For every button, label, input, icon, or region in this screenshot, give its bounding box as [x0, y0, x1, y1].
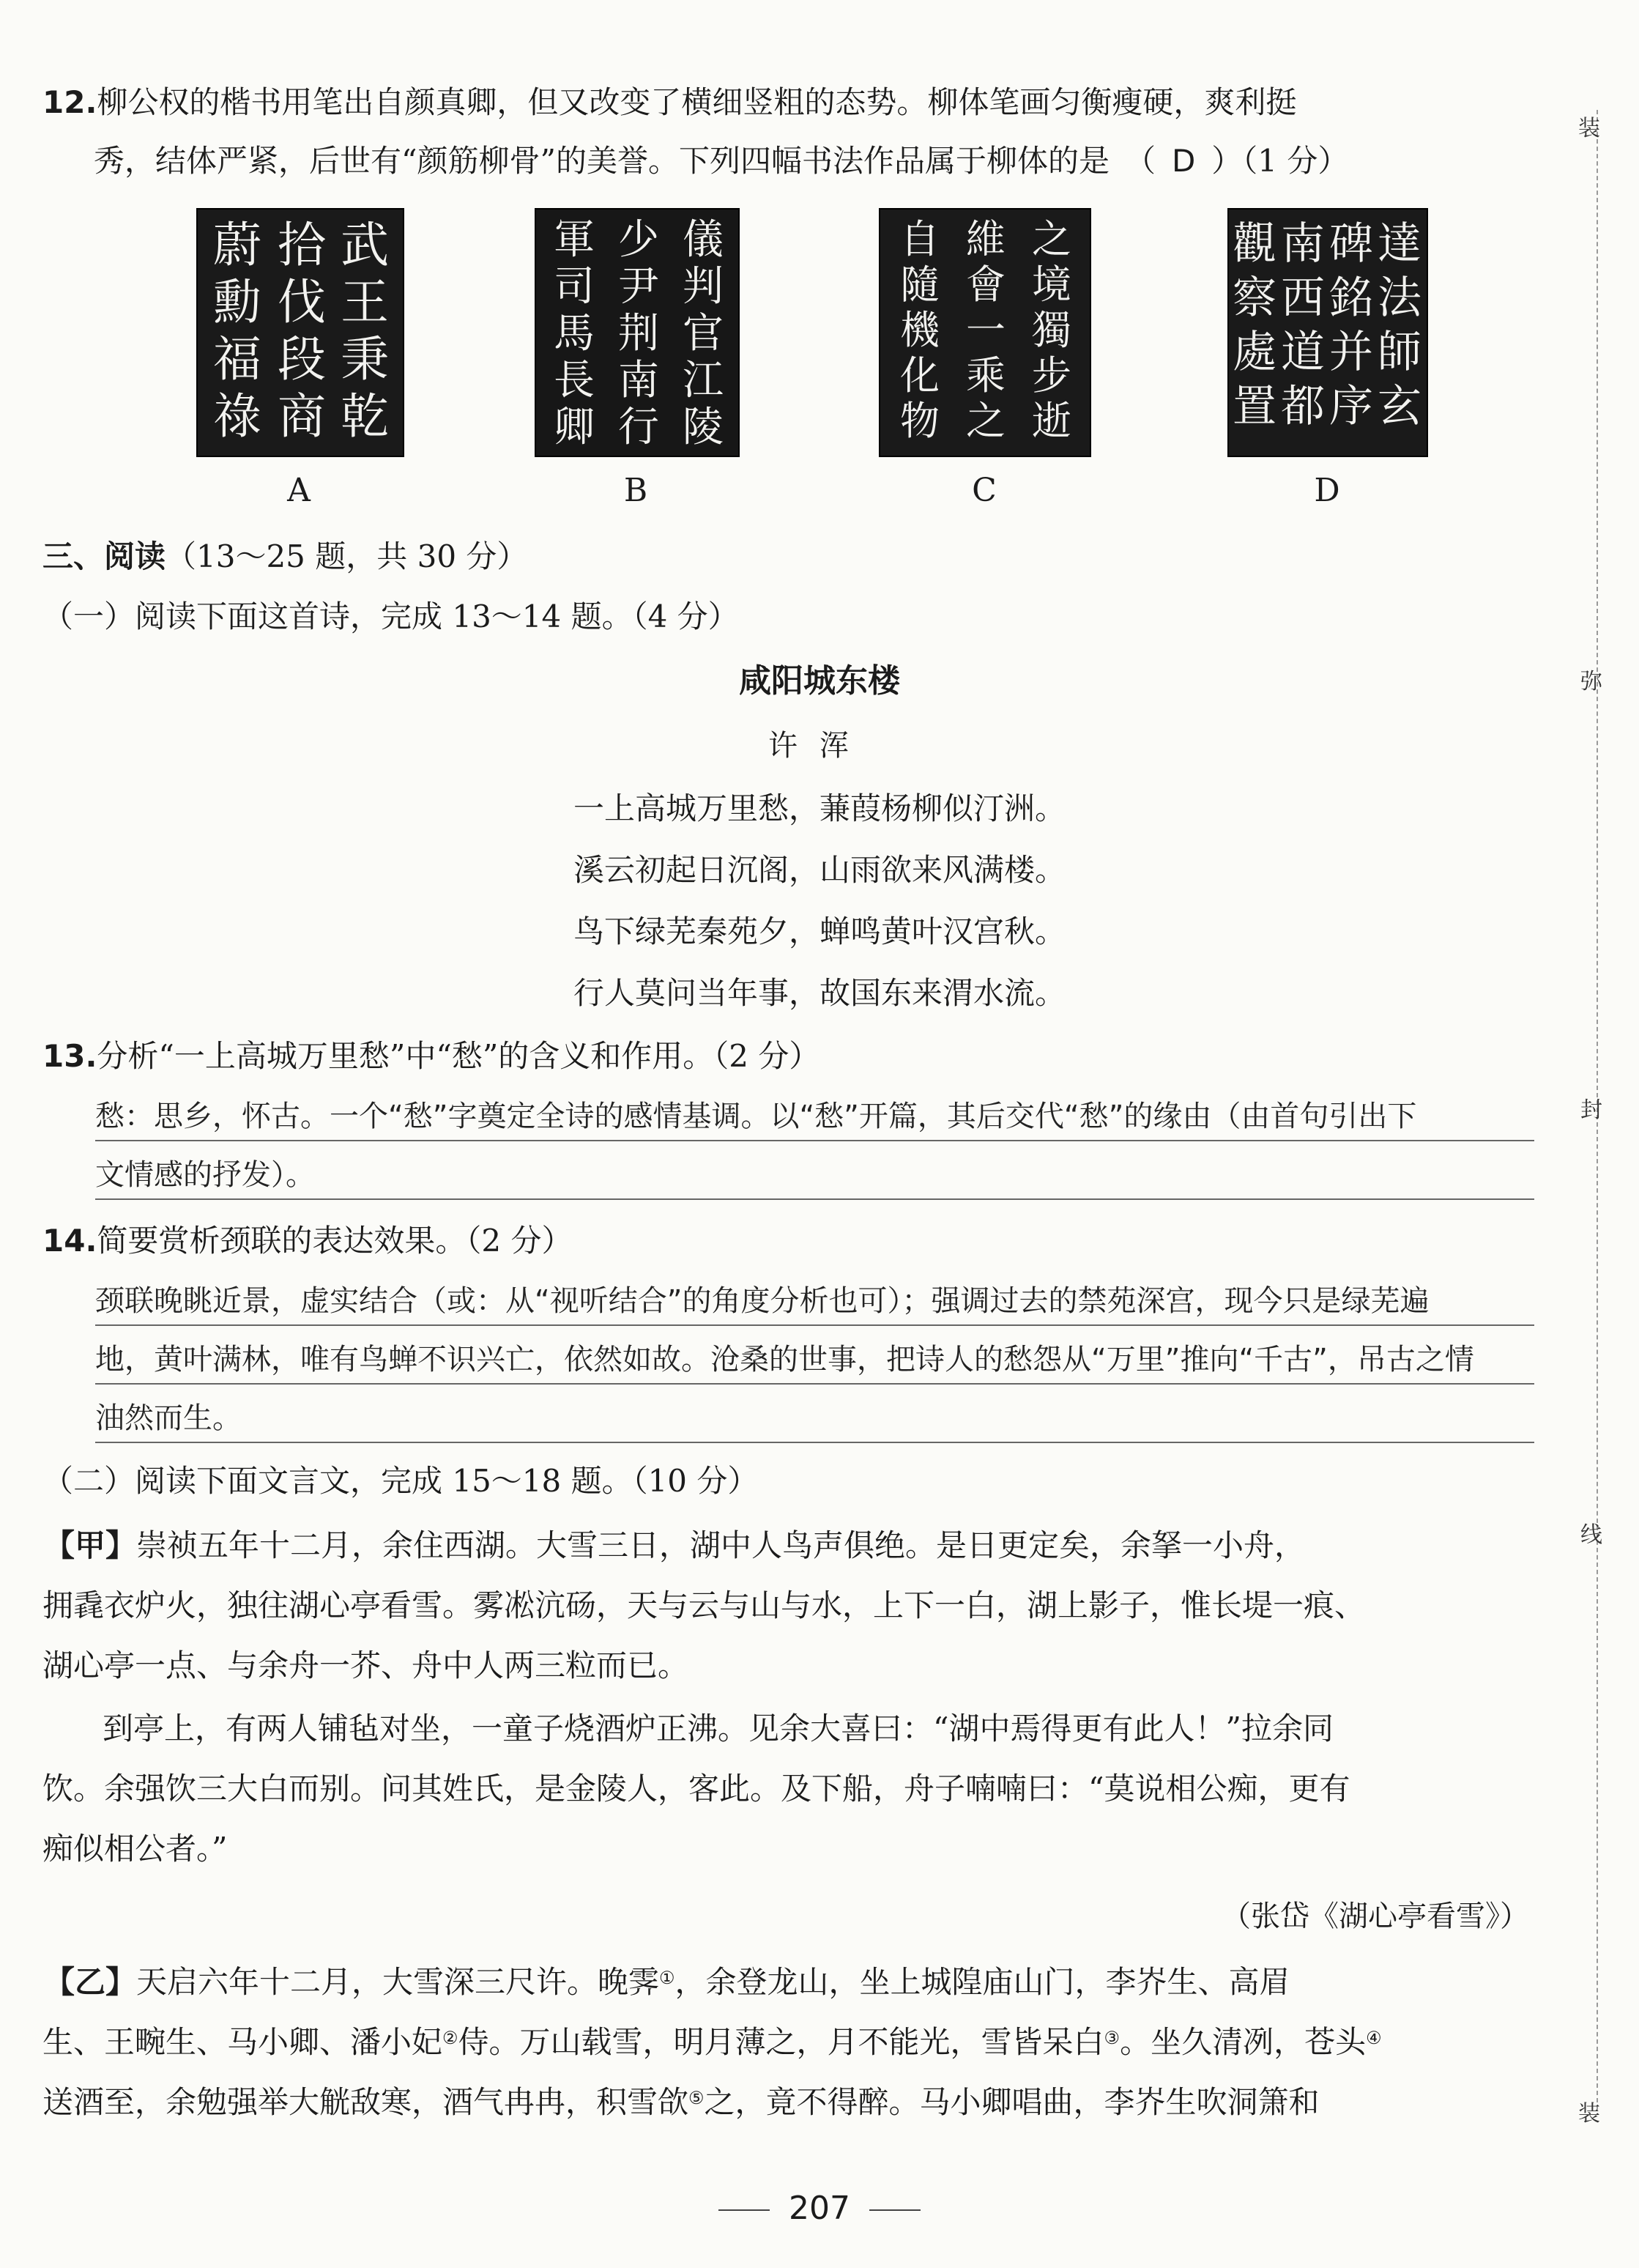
q12-text-1: 柳公权的楷书用笔出自颜真卿，但又改变了横细竖粗的态势。柳体笔画匀衡瘦硬，爽利挺	[97, 84, 1297, 120]
note-marker-4: ④	[1366, 2028, 1382, 2048]
answer-rule	[95, 1324, 1534, 1326]
margin-char-zhuang-bottom: 装	[1578, 2101, 1600, 2127]
page-number-value: 207	[789, 2190, 850, 2227]
option-b-label: B	[623, 472, 648, 509]
q12-line2	[94, 139, 1595, 183]
margin-char-mi: 弥	[1580, 669, 1602, 694]
q12-line1	[42, 81, 1544, 125]
calligraphy-a-col3: 蔚勳福祿	[213, 217, 261, 445]
poem-line-1: 一上高城万里愁，蒹葭杨柳似汀洲。	[573, 790, 1066, 826]
answer-rule	[95, 1442, 1534, 1443]
q12-answer: D	[1171, 143, 1196, 179]
note-marker-2: ②	[442, 2028, 458, 2048]
page-number-dash-right	[869, 2209, 921, 2211]
option-a-label: A	[287, 472, 311, 509]
note-marker-3: ③	[1104, 2028, 1120, 2048]
jia-para2-line-3: 痴似相公者。”	[42, 1831, 228, 1867]
q14-answer-line-1: 颈联晚眺近景，虚实结合（或：从“视听结合”的角度分析也可）；强调过去的禁苑深宫，现今只是绿芜遍	[95, 1284, 1430, 1318]
q13-answer-line-2: 文情感的抒发）。	[95, 1158, 315, 1192]
yi-text-2b: 侍。万山载雪，明月薄之，月不能光，雪皆呆白	[458, 2024, 1104, 2060]
calligraphy-a-col1: 武王秉乾	[341, 217, 389, 445]
calligraphy-b-col3: 軍司馬長卿	[554, 216, 595, 451]
calligraphy-b-col1: 儀判官江陵	[683, 216, 724, 451]
calligraphy-c-col2: 維會一乘之	[966, 216, 1006, 444]
q12-number: 12.	[42, 84, 97, 120]
poem-line-4: 行人莫问当年事，故国东来渭水流。	[573, 975, 1066, 1011]
calligraphy-a-col2: 拾伐段商	[278, 217, 326, 445]
q14-number: 14.	[42, 1223, 97, 1259]
poem-author: 许浑	[768, 729, 871, 763]
calligraphy-d-col1: 達法師玄	[1378, 218, 1421, 432]
poem-title: 咸阳城东楼	[739, 662, 900, 700]
section3-title: 三、阅读	[42, 538, 166, 574]
q13-line	[42, 1034, 1544, 1078]
option-d-label: D	[1314, 472, 1340, 509]
margin-char-zhuang-top: 装	[1578, 116, 1600, 141]
option-c-label: C	[972, 472, 997, 509]
calligraphy-b-col2: 少尹荆南行	[618, 216, 659, 451]
note-marker-5: ⑤	[688, 2088, 705, 2108]
poem-line-3: 鸟下绿芜秦苑夕，蝉鸣黄叶汉宫秋。	[573, 914, 1066, 949]
answer-rule	[95, 1140, 1534, 1141]
yi-text-2a: 生、王畹生、马小卿、潘小妃	[42, 2024, 443, 2060]
margin-char-feng: 封	[1580, 1097, 1602, 1123]
yi-text-3b: 之，竟不得醉。马小卿唱曲，李岕生吹洞箫和	[704, 2084, 1320, 2120]
yi-line-1	[44, 1960, 1545, 2004]
calligraphy-d	[1227, 208, 1428, 457]
q13-answer-line-1: 愁：思乡，怀古。一个“愁”字奠定全诗的感情基调。以“愁”开篇，其后交代“愁”的缘由（由首句引出下	[95, 1100, 1417, 1133]
margin-char-xian: 线	[1580, 1522, 1602, 1548]
yi-line-2	[42, 2020, 1544, 2064]
yi-tag: 【乙】	[44, 1964, 137, 2000]
note-marker-1: ①	[659, 1968, 675, 1988]
jia-source: （张岱《湖心亭看雪》）	[1222, 1900, 1529, 1933]
jia-line-3: 湖心亭一点、与余舟一芥、舟中人两三粒而已。	[42, 1648, 689, 1683]
answer-rule	[95, 1198, 1534, 1200]
q14-line	[42, 1219, 1544, 1263]
jia-para2-line-2: 饮。余强饮三大白而别。问其姓氏，是金陵人，客此。及下船，舟子喃喃曰：“莫说相公痴，更有	[42, 1771, 1350, 1806]
calligraphy-b	[535, 208, 740, 457]
q13-question: 分析“一上高城万里愁”中“愁”的含义和作用。（2 分）	[97, 1038, 820, 1074]
q13-number: 13.	[42, 1038, 97, 1074]
calligraphy-c-col3: 自隨機化物	[900, 216, 940, 444]
answer-rule	[95, 1383, 1534, 1385]
section3-heading	[42, 535, 1544, 579]
yi-text-2c: 。坐久清冽，苍头	[1120, 2024, 1367, 2060]
calligraphy-c	[879, 208, 1091, 457]
jia-line-2: 拥毳衣炉火，独往湖心亭看雪。雾凇沆砀，天与云与山与水，上下一白，湖上影子，惟长堤一痕、	[42, 1587, 1366, 1623]
poem-line-2: 溪云初起日沉阁，山雨欲来风满楼。	[573, 852, 1066, 888]
jia-tag: 【甲】	[44, 1527, 137, 1563]
section3-note: （13～25 题，共 30 分）	[166, 538, 528, 574]
q12-text-3: ）（1 分）	[1211, 143, 1349, 179]
yi-text-3a: 送酒至，余勉强举大觥敌寒，酒气冉冉，积雪欱	[42, 2084, 689, 2120]
jia-line-1	[44, 1524, 1545, 1568]
part1-intro: （一）阅读下面这首诗，完成 13～14 题。（4 分）	[42, 598, 739, 634]
calligraphy-a	[196, 208, 404, 457]
calligraphy-d-col2: 碑銘并序	[1329, 218, 1373, 432]
jia-text-1: 崇祯五年十二月，余住西湖。大雪三日，湖中人鸟声俱绝。是日更定矣，余拏一小舟，	[136, 1527, 1306, 1563]
yi-line-3	[42, 2080, 1544, 2124]
page-number	[0, 2187, 1639, 2231]
q14-question: 简要赏析颈联的表达效果。（2 分）	[97, 1223, 573, 1259]
part2-intro: （二）阅读下面文言文，完成 15～18 题。（10 分）	[42, 1463, 759, 1499]
page-number-dash-left	[718, 2209, 770, 2211]
calligraphy-d-col3: 南西道都	[1281, 218, 1325, 432]
calligraphy-c-col1: 之境獨步逝	[1032, 216, 1071, 444]
q12-text-2: 秀，结体严紧，后世有“颜筋柳骨”的美誉。下列四幅书法作品属于柳体的是 （	[94, 143, 1156, 179]
yi-text-1a: 天启六年十二月，大雪深三尺许。晚霁	[136, 1964, 660, 2000]
q14-answer-line-3: 油然而生。	[95, 1401, 242, 1435]
calligraphy-d-col4: 觀察處置	[1233, 218, 1276, 432]
q14-answer-line-2: 地，黄叶满林，唯有鸟蝉不识兴亡，依然如故。沧桑的世事，把诗人的愁怨从“万里”推向“千古”，吊古之情	[95, 1343, 1474, 1376]
yi-text-1b: ，余登龙山，坐上城隍庙山门，李岕生、高眉	[674, 1964, 1290, 2000]
jia-para2-line-1: 到亭上，有两人铺毡对坐，一童子烧酒炉正沸。见余大喜曰：“湖中焉得更有此人！”拉余同	[103, 1711, 1334, 1746]
